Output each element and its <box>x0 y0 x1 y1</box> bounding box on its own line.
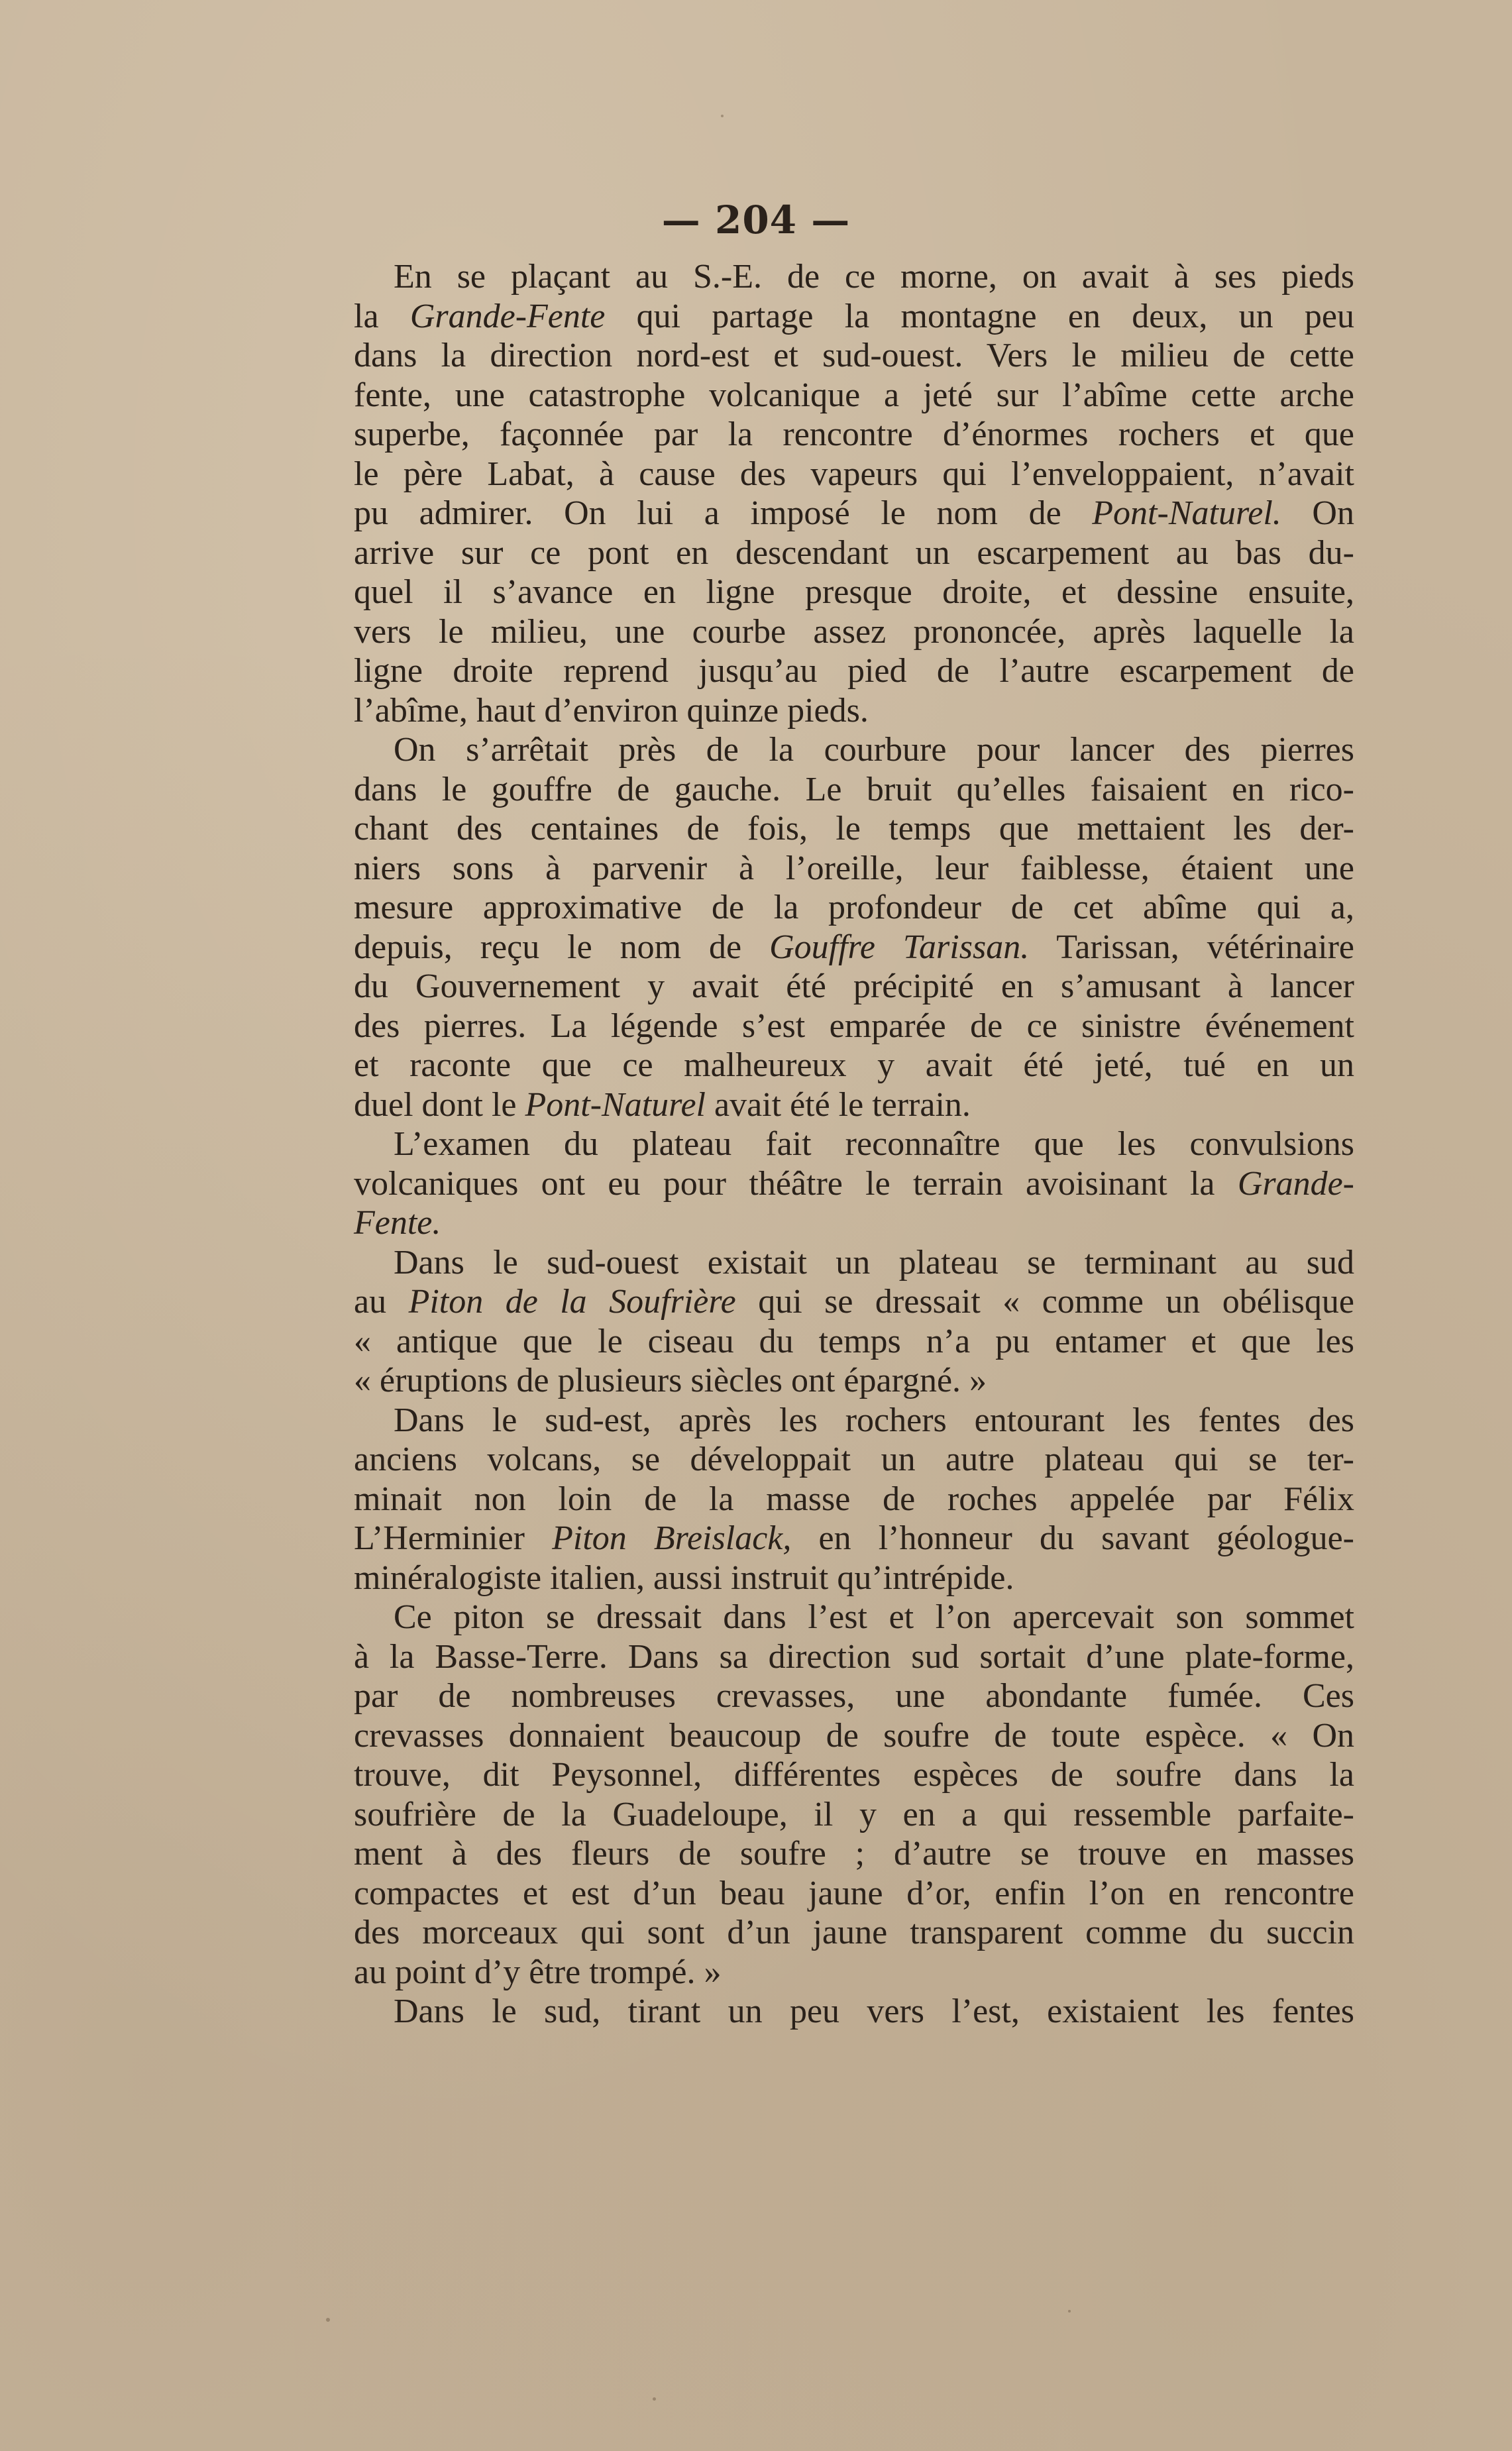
text-line <box>354 1913 1354 1953</box>
page-number: — 204 — <box>661 197 851 243</box>
text-line <box>354 1401 1354 1441</box>
text-line <box>354 1007 1354 1046</box>
text-line <box>354 1874 1354 1914</box>
text-segment: Ce piton se dressait dans l’est et l’on apercevait son sommet <box>394 1598 1354 1636</box>
text-segment: depuis, reçu le nom de <box>354 928 770 966</box>
text-segment: soufrière de la Guadeloupe, il y en a qui ressemble parfaite- <box>354 1795 1354 1833</box>
text-segment: ment à des fleurs de soufre ; d’autre se trouve en masses <box>354 1835 1354 1873</box>
text-segment: à la Basse-Terre. Dans sa direction sud sortait d’une plate-forme, <box>354 1637 1354 1676</box>
text-line <box>354 888 1354 928</box>
text-line <box>354 455 1354 494</box>
text-line <box>354 1676 1354 1716</box>
body-text <box>354 257 1354 2032</box>
text-segment: L’Herminier <box>354 1519 553 1557</box>
text-segment: On <box>1281 494 1354 532</box>
text-line <box>354 612 1354 652</box>
text-line <box>354 257 1354 297</box>
text-segment: qui se dressait « comme un obélisque <box>735 1283 1354 1321</box>
text-line <box>354 651 1354 691</box>
text-segment: volcaniques ont eu pour théâtre le terrain avoisinant la <box>354 1164 1238 1203</box>
text-segment: anciens volcans, se développait un autre plateau qui se ter- <box>354 1441 1354 1478</box>
text-line <box>354 849 1354 889</box>
italic-text: Fente. <box>354 1204 441 1242</box>
text-segment: du Gouvernement y avait été précipité en s’amusant à lancer <box>354 967 1354 1005</box>
text-line <box>354 1085 1354 1125</box>
text-line <box>354 1598 1354 1637</box>
italic-text: Pont-Naturel. <box>1092 494 1281 532</box>
text-segment: par de nombreuses crevasses, une abondante fumée. Ces <box>354 1677 1354 1715</box>
text-segment: Dans le sud-ouest existait un plateau se terminant au sud <box>394 1243 1354 1281</box>
text-segment: Dans le sud-est, après les rochers entourant les fentes des <box>394 1401 1354 1439</box>
text-segment: En se plaçant au S.-E. de ce morne, on avait à ses pieds <box>394 258 1354 296</box>
text-segment: au point d’y être trompé. » <box>354 1953 722 1991</box>
text-line <box>354 1480 1354 1519</box>
text-segment: arrive sur ce pont en descendant un escarpement au bas du- <box>354 533 1354 572</box>
text-line <box>354 533 1354 573</box>
text-line <box>354 1519 1354 1558</box>
text-segment: la <box>354 297 410 335</box>
text-segment: minéralogiste italien, aussi instruit qu’intrépide. <box>354 1558 1014 1597</box>
text-segment: compactes et est d’un beau jaune d’or, enfin l’on en rencontre <box>354 1874 1354 1912</box>
text-segment: niers sons à parvenir à l’oreille, leur faiblesse, étaient une <box>354 849 1354 887</box>
text-segment: en l’honneur du savant géologue- <box>791 1519 1354 1557</box>
text-line <box>354 1795 1354 1835</box>
text-segment: chant des centaines de fois, le temps que mettaient les der- <box>354 810 1354 847</box>
text-segment: et raconte que ce malheureux y avait été jeté, tué en un <box>354 1046 1354 1084</box>
text-line <box>354 1361 1354 1401</box>
text-segment: On s’arrêtait près de la courbure pour lancer des pierres <box>394 731 1354 769</box>
text-line <box>354 1992 1354 2032</box>
text-line <box>354 1203 1354 1243</box>
paper-speck <box>1068 2310 1071 2313</box>
italic-text: Gouffre Tarissan. <box>769 928 1030 966</box>
text-segment: dans le gouffre de gauche. Le bruit qu’elles faisaient en rico- <box>354 770 1354 808</box>
text-line <box>354 1558 1354 1598</box>
italic-text: Piton de la Soufrière <box>408 1283 736 1321</box>
text-segment: fente, une catastrophe volcanique a jeté sur l’abîme cette arche <box>354 376 1354 414</box>
text-line <box>354 1322 1354 1362</box>
text-segment: « antique que le ciseau du temps n’a pu entamer et que les <box>354 1322 1354 1360</box>
text-segment: des pierres. La légende s’est emparée de ce sinistre événement <box>354 1007 1354 1045</box>
text-line <box>354 1440 1354 1480</box>
italic-text: Piton Breislack, <box>552 1519 792 1557</box>
text-segment: minait non loin de la masse de roches appelée par Félix <box>354 1480 1354 1518</box>
text-line <box>354 770 1354 810</box>
text-line <box>354 1243 1354 1283</box>
text-segment: Tarissan, vétérinaire <box>1029 928 1355 966</box>
text-line <box>354 1716 1354 1756</box>
paper-speck <box>721 115 724 117</box>
text-segment: quel il s’avance en ligne presque droite, et dessine ensuite, <box>354 573 1354 611</box>
text-segment: mesure approximative de la profondeur de cet abîme qui a, <box>354 889 1354 926</box>
text-line <box>354 1637 1354 1677</box>
paper-speck <box>326 2318 330 2322</box>
text-segment: trouve, dit Peysonnel, différentes espèces de soufre dans la <box>354 1756 1354 1794</box>
text-line <box>354 336 1354 376</box>
text-segment: des morceaux qui sont d’un jaune transparent comme du succin <box>354 1914 1354 1951</box>
text-line <box>354 1282 1354 1322</box>
text-line <box>354 809 1354 849</box>
text-segment: vers le milieu, une courbe assez prononcée, après laquelle la <box>354 612 1354 651</box>
text-line <box>354 928 1354 967</box>
text-line <box>354 297 1354 337</box>
text-line <box>354 1046 1354 1085</box>
text-line <box>354 967 1354 1007</box>
text-line <box>354 1124 1354 1164</box>
text-segment: superbe, façonnée par la rencontre d’énormes rochers et que <box>354 415 1354 453</box>
text-segment: le père Labat, à cause des vapeurs qui l’enveloppaient, n’avait <box>354 455 1354 493</box>
text-segment: duel dont le <box>354 1085 525 1124</box>
text-line <box>354 1755 1354 1795</box>
text-line <box>354 691 1354 731</box>
text-segment: « éruptions de plusieurs siècles ont épargné. » <box>354 1362 987 1399</box>
text-segment: crevasses donnaient beaucoup de soufre de toute espèce. « On <box>354 1716 1354 1755</box>
text-line <box>354 1164 1354 1204</box>
text-line <box>354 494 1354 533</box>
text-segment: pu admirer. On lui a imposé le nom de <box>354 494 1093 532</box>
text-line <box>354 415 1354 455</box>
text-line <box>354 1953 1354 1992</box>
italic-text: Pont-Naturel <box>525 1085 706 1124</box>
text-segment: L’examen du plateau fait reconnaître que les convulsions <box>394 1125 1354 1163</box>
text-segment: avait été le terrain. <box>706 1085 971 1124</box>
text-segment: l’abîme, haut d’environ quinze pieds. <box>354 691 869 730</box>
paper-speck <box>653 2397 656 2401</box>
text-segment: au <box>354 1283 409 1321</box>
text-segment: qui partage la montagne en deux, un peu <box>605 297 1354 335</box>
text-segment: Dans le sud, tirant un peu vers l’est, existaient les fentes <box>394 1992 1354 2030</box>
text-segment: dans la direction nord-est et sud-ouest. Vers le milieu de cette <box>354 337 1354 374</box>
text-line <box>354 1834 1354 1874</box>
italic-text: Grande-Fente <box>409 297 606 335</box>
text-line <box>354 572 1354 612</box>
text-segment: ligne droite reprend jusqu’au pied de l’autre escarpement de <box>354 652 1354 690</box>
text-line <box>354 376 1354 415</box>
text-line <box>354 730 1354 770</box>
italic-text: Grande- <box>1237 1164 1354 1203</box>
